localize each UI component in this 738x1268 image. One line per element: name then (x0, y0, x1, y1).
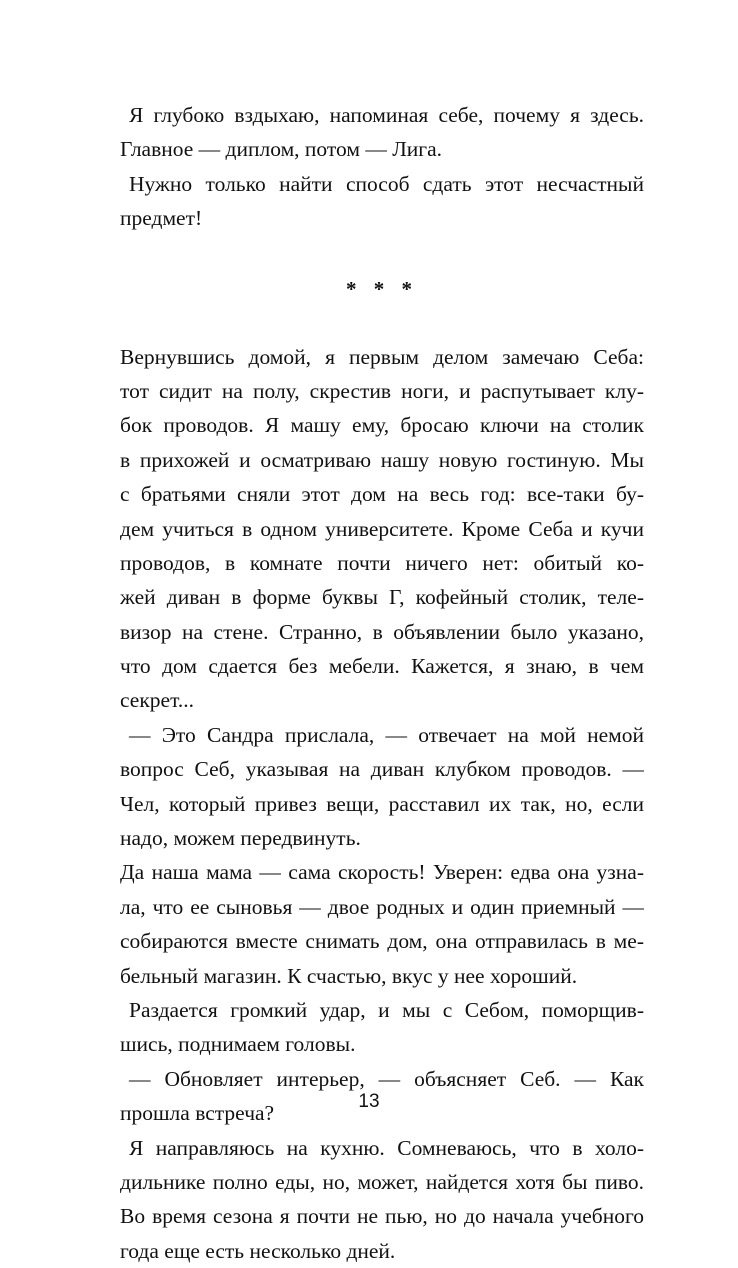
text-line: вопрос Себ, указывая на диван клубком проводов. — (120, 757, 644, 782)
text-line: жей диван в форме буквы Г, кофейный столик, теле- (120, 585, 644, 610)
paragraph-5 (120, 855, 644, 993)
text-line: дильнике полно еды, но, может, найдется хотя бы пиво. (120, 1169, 644, 1194)
paragraph-6 (120, 993, 644, 1062)
text-line: бельный магазин. К счастью, вкус у нее хороший. (120, 963, 578, 988)
text-line: визор на стене. Странно, в объявлении было указано, (120, 619, 644, 644)
text-line: Я направляюсь на кухню. Сомневаюсь, что в холо- (129, 1135, 644, 1160)
text-line: секрет... (120, 688, 194, 713)
text-line: ла, что ее сыновья — двое родных и один приемный — (120, 894, 644, 919)
text-line: Я глубоко вздыхаю, напоминая себе, почему я здесь. (129, 103, 644, 127)
text-line: года еще есть несколько дней. (120, 1238, 396, 1263)
text-line: предмет! (120, 206, 203, 231)
text-line: шись, поднимаем головы. (120, 1032, 356, 1057)
text-line: Да наша мама — сама скорость! Уверен: едва она узна- (120, 860, 644, 885)
page-number: 13 (358, 1091, 380, 1112)
text-line: тот сидит на полу, скрестив ноги, и распутывает клу- (120, 378, 644, 403)
text-line: прошла встреча? (120, 1101, 275, 1126)
text-line: Во время сезона я почти не пью, но до начала учебного (120, 1204, 644, 1229)
text-line: Чел, который привез вещи, расставил их так, но, если (120, 791, 644, 816)
paragraph-8 (120, 1131, 644, 1268)
text-line: Вернувшись домой, я первым делом замечаю Себа: (120, 344, 644, 369)
section-separator: * * * (346, 276, 418, 301)
text-line: Раздается громкий удар, и мы с Себом, поморщив- (129, 997, 644, 1022)
text-line: Нужно только найти способ сдать этот несчастный (129, 171, 644, 196)
text-line: с братьями сняли этот дом на весь год: все-таки бу- (120, 482, 644, 507)
paragraph-3 (120, 340, 644, 718)
paragraph-1 (120, 98, 644, 167)
text-line: — Это Сандра прислала, — отвечает на мой немой (129, 722, 644, 747)
text-line: дем учиться в одном университете. Кроме Себа и кучи (120, 516, 644, 541)
text-line: — Обновляет интерьер, — объясняет Себ. — Как (129, 1066, 644, 1091)
text-line: Главное — диплом, потом — Лига. (120, 137, 443, 162)
text-line: проводов, в комнате почти ничего нет: обитый ко- (120, 550, 644, 575)
text-line: в прихожей и осматриваю нашу новую гостиную. Мы (120, 447, 644, 472)
text-line: собираются вместе снимать дом, она отправилась в ме- (120, 929, 644, 954)
paragraph-2 (120, 167, 644, 236)
text-line: что дом сдается без мебели. Кажется, я знаю, в чем (120, 654, 644, 679)
text-line: бок проводов. Я машу ему, бросаю ключи на столик (120, 413, 644, 438)
text-line: надо, можем передвинуть. (120, 826, 361, 851)
paragraph-4 (120, 718, 644, 856)
